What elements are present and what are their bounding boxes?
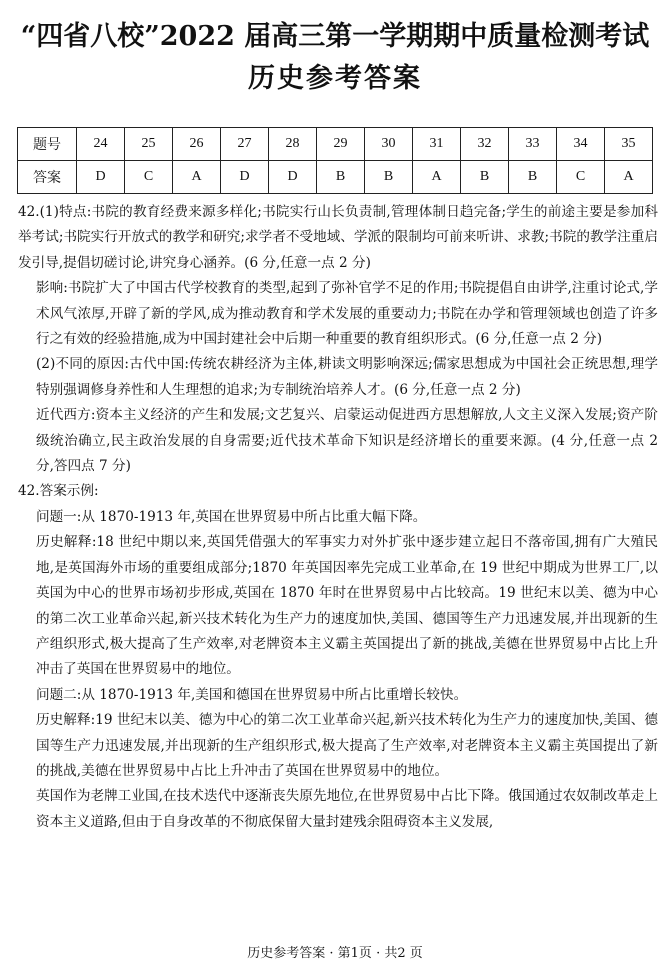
answer-table bbox=[17, 127, 653, 194]
answer-letter: D bbox=[77, 161, 125, 194]
answer-letter: B bbox=[509, 161, 557, 194]
question-number: 33 bbox=[509, 128, 557, 161]
answer-letter: A bbox=[605, 161, 653, 194]
answer-letter: B bbox=[317, 161, 365, 194]
answer-letter: A bbox=[413, 161, 461, 194]
answer-letter: D bbox=[269, 161, 317, 194]
question-number: 24 bbox=[77, 128, 125, 161]
question-number: 27 bbox=[221, 128, 269, 161]
answer-letter: C bbox=[557, 161, 605, 194]
answer-letter: B bbox=[461, 161, 509, 194]
question-number: 30 bbox=[365, 128, 413, 161]
question-number: 26 bbox=[173, 128, 221, 161]
q42-part1-impact: 影响:书院扩大了中国古代学校教育的类型,起到了弥补官学不足的作用;书院提倡自由讲学,注重讨论式,学术风气浓厚,开辟了新的学风,成为推动教育和学术发展的重要动力;书院在办学和管理领域也创造了许多行之有效的经验措施,成为中国封建社会中后期一种重要的教育组织形式。(6 分,任意一点 2 分) bbox=[36, 280, 658, 348]
explanation-two-continued: 英国作为老牌工业国,在技术迭代中逐渐丧失原先地位,在世界贸易中占比下降。俄国通过农奴制改革走上资本主义道路,但由于自身改革的不彻底保留大量封建残余阻碍资本主义发展, bbox=[36, 788, 658, 830]
answer-row bbox=[18, 161, 653, 194]
row-label-number: 题号 bbox=[18, 128, 77, 161]
answer-letter: B bbox=[365, 161, 413, 194]
page-subtitle: 历史参考答案 bbox=[248, 63, 422, 94]
answer-letter: D bbox=[221, 161, 269, 194]
answer-body bbox=[18, 200, 658, 835]
question-number: 31 bbox=[413, 128, 461, 161]
question-number-row bbox=[18, 128, 653, 161]
q42-part2-reason-china: (2)不同的原因:古代中国:传统农耕经济为主体,耕读文明影响深远;儒家思想成为中国社会正统思想,理学特别强调修身养性和人生理想的追求;为专制统治培养人才。(6 分,任意一点 2 分) bbox=[36, 356, 658, 398]
explanation-two: 历史解释:19 世纪末以美、德为中心的第二次工业革命兴起,新兴技术转化为生产力的速度加快,美国、德国等生产力迅速发展,并出现新的生产组织形式,极大提高了生产效率,对老牌资本主义霸主英国提出了新的挑战,美德在世界贸易中占比上升冲击了英国在世界贸易中的地位。 bbox=[36, 712, 658, 779]
answer-letter: A bbox=[173, 161, 221, 194]
question-number: 28 bbox=[269, 128, 317, 161]
problem-one: 问题一:从 1870-1913 年,英国在世界贸易中所占比重大幅下降。 bbox=[36, 508, 427, 525]
explanation-one: 历史解释:18 世纪中期以来,英国凭借强大的军事实力对外扩张中逐步建立起日不落帝国,拥有广大殖民地,是英国海外市场的重要组成部分;1870 年英国因率先完成工业革命,在 19 世纪中期成为世界工厂,以英国为中心的世界市场初步形成,英国在 1870 年时在世界贸易中占比较高。19 世纪末以美、德为中心的第二次工业革命兴起,新兴技术转化为生产力的速度加快,美国、德国等生产力迅速发展,并出现新的生产组织形式,极大提高了生产效率,对老牌资本主义霸主英国提出了新的挑战,美德在世界贸易中占比上升冲击了英国在世界贸易中的地位。 bbox=[36, 534, 658, 678]
page-footer: 历史参考答案 · 第1页 · 共2 页 bbox=[247, 946, 423, 961]
question-number: 25 bbox=[125, 128, 173, 161]
row-label-answer: 答案 bbox=[18, 161, 77, 194]
question-number: 35 bbox=[605, 128, 653, 161]
page-title: “四省八校”2022 届高三第一学期期中质量检测考试 bbox=[20, 21, 650, 52]
question-number: 29 bbox=[317, 128, 365, 161]
question-number: 34 bbox=[557, 128, 605, 161]
q42-part2-reason-west: 近代西方:资本主义经济的产生和发展;文艺复兴、启蒙运动促进西方思想解放,人文主义深入发展;资产阶级统治确立,民主政治发展的自身需要;近代技术革命下知识是经济增长的重要来源。(4 分,任意一点 2 分,答四点 7 分) bbox=[36, 407, 658, 475]
q42b-label: 42.答案示例: bbox=[18, 483, 99, 500]
problem-two: 问题二:从 1870-1913 年,美国和德国在世界贸易中所占比重增长较快。 bbox=[36, 686, 468, 703]
q42-part1-features: 42.(1)特点:书院的教育经费来源多样化;书院实行山长负责制,管理体制日趋完备;学生的前途主要是参加科举考试;书院实行开放式的教学和研究;求学者不受地域、学派的限制均可前来听讲、求教;书院的教学注重启发引导,提倡切磋讨论,讲究身心涵养。(6 分,任意一点 2 分) bbox=[18, 204, 658, 271]
answer-letter: C bbox=[125, 161, 173, 194]
question-number: 32 bbox=[461, 128, 509, 161]
